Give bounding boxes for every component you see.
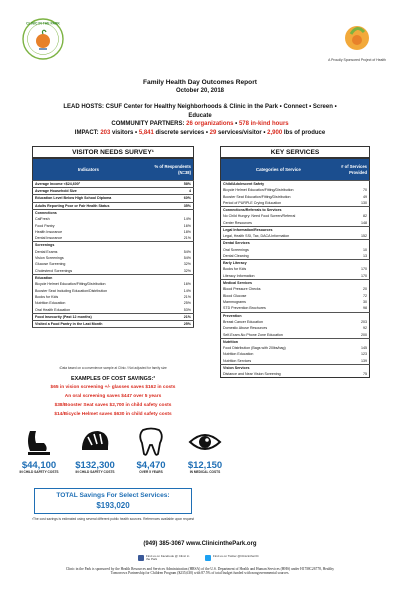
sponsor-logo: [337, 16, 377, 56]
survey-row-label: Vision Screenings: [35, 256, 64, 261]
services-row-label: Blood Pressure Checks: [223, 287, 261, 292]
services-row-label: Nutrition Education: [223, 352, 254, 357]
services-row-value: 139: [361, 358, 367, 363]
services-row-label: Nutrition Services: [223, 358, 252, 363]
services-row-value: 123: [361, 352, 367, 357]
twitter-link[interactable]: Find us on Twitter @ClinicintheOC: [213, 554, 259, 558]
services-row-value: 49: [363, 194, 367, 199]
services-row-value: [336, 226, 370, 233]
services-col-num: # of Services Provided: [336, 159, 370, 181]
survey-col-indicators: Indicators: [33, 159, 144, 181]
clinic-in-the-park-logo: [22, 18, 64, 60]
survey-row-label: Screenings: [33, 242, 144, 249]
services-row-value: 98: [363, 306, 367, 311]
services-row: [221, 226, 370, 233]
total-savings-box: [34, 488, 192, 514]
services-row-value: 92: [363, 326, 367, 331]
survey-row-label: Books for Kids: [35, 295, 59, 300]
services-row: [221, 273, 370, 280]
survey-row-value: 25%: [144, 321, 194, 328]
amount-helmet-sub: IN CHILD SAFETY COSTS: [75, 470, 115, 474]
impact-produce-num: 2,900: [267, 130, 283, 136]
services-row-label: Dental Services: [221, 240, 336, 247]
survey-row-label: Dental Insurance: [35, 236, 63, 241]
eye-icon: [188, 427, 222, 457]
services-row-value: [336, 240, 370, 247]
survey-row-value: 21%: [183, 236, 191, 241]
survey-row-label: Connections: [33, 209, 144, 216]
survey-row-label: Oral Health Education: [35, 307, 71, 312]
savings-footnote: ³The cost savings is estimated using several different public health sources. References available upon request: [31, 517, 195, 521]
survey-row-label: Adults Reporting Poor or Fair Health Status: [33, 202, 144, 209]
contact-info: (949) 385-3067 www.ClinicinthePark.org: [143, 541, 257, 547]
survey-row-label: Visited a Food Pantry in the Last Month: [33, 321, 144, 328]
amount-vision-sub: IN MEDICAL COSTS: [189, 470, 221, 474]
survey-row: [33, 195, 194, 202]
services-row-value: [336, 207, 370, 214]
services-row: [221, 364, 370, 371]
services-row-label: Literacy Information: [223, 273, 255, 278]
impact-line: [0, 130, 400, 136]
survey-row-value: 32%: [183, 262, 191, 267]
impact-label: IMPACT:: [74, 130, 99, 136]
services-row: [221, 207, 370, 214]
tooth-icon: [134, 427, 168, 457]
amount-vision: $12,150: [187, 460, 223, 471]
services-row-value: 30: [363, 300, 367, 305]
savings-line-booster: $38/Booster Seat saves $2,700 in child safety costs: [54, 403, 172, 408]
survey-row-value: [144, 242, 194, 249]
services-row-label: No Child Hungry: Need Food Screen/Referral: [223, 214, 296, 219]
sponsor-caption: A Proudly Sponsored Project of Health: [328, 58, 386, 62]
partners-count: 26 organizations: [186, 121, 234, 127]
services-row-value: 10: [363, 247, 367, 252]
survey-row-value: 58%: [144, 181, 194, 188]
impact-visitors-label: visitors •: [112, 130, 138, 136]
survey-row: [33, 188, 194, 195]
services-row: [221, 220, 370, 227]
survey-row-label: Cholesterol Screenings: [35, 268, 73, 273]
services-row-value: 152: [361, 234, 367, 239]
services-row-value: 82: [363, 214, 367, 219]
services-row-label: Books for Kids: [223, 267, 247, 272]
visitor-needs-survey-table: [32, 158, 194, 328]
services-row-value: [336, 181, 370, 188]
services-row-label: Self-Exam-No Phone Zone Education: [223, 332, 283, 337]
partners-separator: •: [235, 121, 238, 127]
services-row: [221, 305, 370, 312]
survey-row-value: 53%: [183, 307, 191, 312]
services-row-label: Dental Cleaning: [223, 253, 249, 258]
impact-services-label: discrete services •: [155, 130, 208, 136]
survey-col-pct: % of Respondents (N=38): [144, 159, 194, 181]
funding-statement: Clinic in the Park is sponsored by the Health Resources and Services Administration (HRSA) of the U.S. Department of Health and Human Services (HHS) under H17MC26778, Healthy Tomorrows Partnership for Children Program ($235,630) with 87.5% of total budget funded with nongovernmental sources.: [65, 567, 335, 576]
services-row-label: Booster Seat Education/Fitting/Distribution: [223, 194, 291, 199]
survey-row-value: 14%: [183, 288, 191, 293]
survey-row: [33, 313, 194, 320]
survey-row-value: 60%: [144, 195, 194, 202]
services-row-label: Child/Adolescent Safety: [221, 181, 336, 188]
survey-row-label: Nutrition Education: [35, 301, 66, 306]
survey-row-value: 25%: [183, 301, 191, 306]
services-row: [221, 233, 370, 240]
services-row-value: 70: [363, 188, 367, 193]
lead-hosts: LEAD HOSTS: CSUF Center for Healthy Neighborhoods & Clinic in the Park • Connect • Screen • Educate: [63, 104, 337, 119]
amount-car-seat-sub: IN CHILD SAFETY COSTS: [19, 470, 59, 474]
services-row-label: Blood Glucose: [223, 293, 247, 298]
services-row-value: 148: [361, 220, 367, 225]
services-row-value: 145: [361, 346, 367, 351]
services-row-value: 170: [361, 267, 367, 272]
services-row-label: Mammograms: [223, 300, 246, 305]
survey-row-label: Booster Seat Including Education/Distribution: [35, 288, 108, 293]
services-col-categories: Categories of Service: [221, 159, 336, 181]
survey-row: [33, 274, 194, 281]
services-row-label: Prevention: [221, 312, 336, 319]
services-row-value: 130: [361, 200, 367, 205]
survey-row: [33, 268, 194, 275]
amount-oral: $4,470: [136, 460, 166, 471]
survey-row-value: 32%: [183, 268, 191, 273]
community-partners: [0, 121, 400, 127]
survey-row-label: Education Level Below High School Diploma: [33, 195, 144, 202]
services-row-label: Distance and Near Vision Screening: [223, 372, 281, 377]
survey-row: [33, 181, 194, 188]
svg-text:CLINIC IN THE PARK: CLINIC IN THE PARK: [26, 21, 60, 26]
survey-title: VISITOR NEEDS SURVEY¹: [32, 146, 194, 158]
survey-row-value: 16%: [183, 282, 191, 287]
survey-row: [33, 242, 194, 249]
survey-row-label: Glucose Screening: [35, 262, 66, 267]
survey-row-label: CalFresh: [35, 217, 50, 222]
services-row-value: 13: [363, 253, 367, 258]
services-row: [221, 240, 370, 247]
services-row: [221, 312, 370, 319]
survey-row-value: 18%: [183, 229, 191, 234]
services-row-value: 203: [361, 319, 367, 324]
services-row-value: [336, 338, 370, 345]
services-row-label: Legal Information/Resources: [221, 226, 336, 233]
services-row: [221, 260, 370, 267]
services-row: [221, 200, 370, 207]
total-savings-label: TOTAL Savings For Select Services:: [56, 492, 170, 499]
survey-row-label: Average Income <$24,600²: [33, 181, 144, 188]
services-row-label: Breast Cancer Education: [223, 319, 263, 324]
survey-row-label: Education: [33, 274, 144, 281]
survey-row-label: Food Pantry: [35, 223, 55, 228]
services-row-label: Vision Services: [221, 364, 336, 371]
survey-row-value: 35%: [144, 202, 194, 209]
survey-row: [33, 307, 194, 314]
survey-row-label: Health Insurance: [35, 229, 63, 234]
car-seat-icon: [22, 427, 56, 457]
survey-row: [33, 209, 194, 216]
services-row-label: Period of PURPLE Crying Education: [223, 200, 282, 205]
services-row-label: Oral Screenings: [223, 247, 249, 252]
services-row: [221, 358, 370, 365]
survey-row-value: 16%: [183, 223, 191, 228]
amount-oral-sub: OVER 5 YEARS: [139, 470, 163, 474]
survey-row-value: [144, 274, 194, 281]
services-row-label: Connections/Referrals to Services: [221, 207, 336, 214]
services-row-label: Nutrition: [221, 338, 336, 345]
savings-line-oral: An oral screening saves $447 over 5 years: [64, 394, 162, 399]
bicycle-helmet-icon: [78, 427, 112, 457]
survey-row-label: Average Household Size: [33, 188, 144, 195]
report-title: Family Health Day Outcomes Report: [143, 79, 257, 86]
survey-row-value: [144, 209, 194, 216]
savings-title: EXAMPLES OF COST SAVINGS:³: [70, 376, 156, 382]
survey-row-label: Food Insecurity (Past 12 months): [33, 313, 144, 320]
services-header-row: [221, 159, 370, 181]
impact-services-num: 5,841: [138, 130, 154, 136]
survey-row: [33, 321, 194, 328]
impact-visitors-num: 203: [100, 130, 111, 136]
survey-row: [33, 202, 194, 209]
services-row-value: [336, 260, 370, 267]
twitter-icon[interactable]: [205, 555, 211, 561]
survey-row: [33, 235, 194, 242]
services-row-label: Domestic Abuse Resources: [223, 326, 268, 331]
services-row-value: 170: [361, 273, 367, 278]
services-row: [221, 371, 370, 378]
impact-produce-label: lbs of produce: [283, 130, 326, 136]
services-row-label: Early Literacy: [221, 260, 336, 267]
services-row-label: STD Prevention Brochures: [223, 306, 266, 311]
partners-inkind: 578 in-kind hours: [238, 121, 289, 127]
survey-header-row: [33, 159, 194, 181]
services-row-label: Food Distribution (Bags with 20lbs/bag): [223, 346, 286, 351]
savings-line-helmet: $14/Bicycle Helmet saves $630 in child safety costs: [54, 412, 172, 417]
survey-row-label: Dental Exams: [35, 249, 58, 254]
survey-row-value: 14%: [183, 217, 191, 222]
services-row-value: 72: [363, 293, 367, 298]
services-row-label: Center Resources: [223, 220, 252, 225]
services-row: [221, 253, 370, 260]
survey-row-label: Bicycle Helmet Education/Fitting/Distribution: [35, 282, 106, 287]
services-row-label: Bicycle Helmet Education/Fitting/Distribution: [223, 188, 294, 193]
services-row: [221, 181, 370, 188]
services-row-value: [336, 312, 370, 319]
survey-row-value: 21%: [144, 313, 194, 320]
services-row: [221, 332, 370, 339]
survey-row-value: 4: [144, 188, 194, 195]
partners-label: COMMUNITY PARTNERS:: [111, 121, 185, 127]
services-row-label: Medical Services: [221, 279, 336, 286]
key-services-title: KEY SERVICES: [220, 146, 370, 158]
amount-helmet: $132,300: [75, 460, 115, 471]
total-savings-value: $193,020: [96, 501, 130, 510]
survey-row-value: 54%: [183, 249, 191, 254]
facebook-link[interactable]: Find us on Facebook @ Clinic in the Park: [146, 554, 190, 562]
services-row-value: 200: [361, 332, 367, 337]
survey-row-value: 21%: [183, 295, 191, 300]
report-date: October 20, 2018: [175, 88, 225, 94]
services-row-value: [336, 279, 370, 286]
facebook-icon[interactable]: [138, 555, 144, 561]
survey-row-value: 54%: [183, 256, 191, 261]
impact-per-visitor-num: 29: [209, 130, 217, 136]
key-services-table: [220, 158, 370, 378]
amount-car-seat: $44,100: [21, 460, 57, 471]
services-row-label: Legal, Health SSI, Tax, DACA Information: [223, 234, 290, 239]
services-row-value: [336, 364, 370, 371]
savings-line-vision: $65 in vision screening +/- glasses saves $162 in costs: [50, 385, 176, 390]
services-row-value: 75: [363, 372, 367, 377]
services-row: [221, 279, 370, 286]
services-row-value: 20: [363, 287, 367, 292]
survey-note: ¹Data based on a convenience sample at Clinic / Not adjusted for family size: [59, 366, 167, 370]
impact-per-visitor-label: services/visitor •: [218, 130, 266, 136]
services-row: [221, 338, 370, 345]
